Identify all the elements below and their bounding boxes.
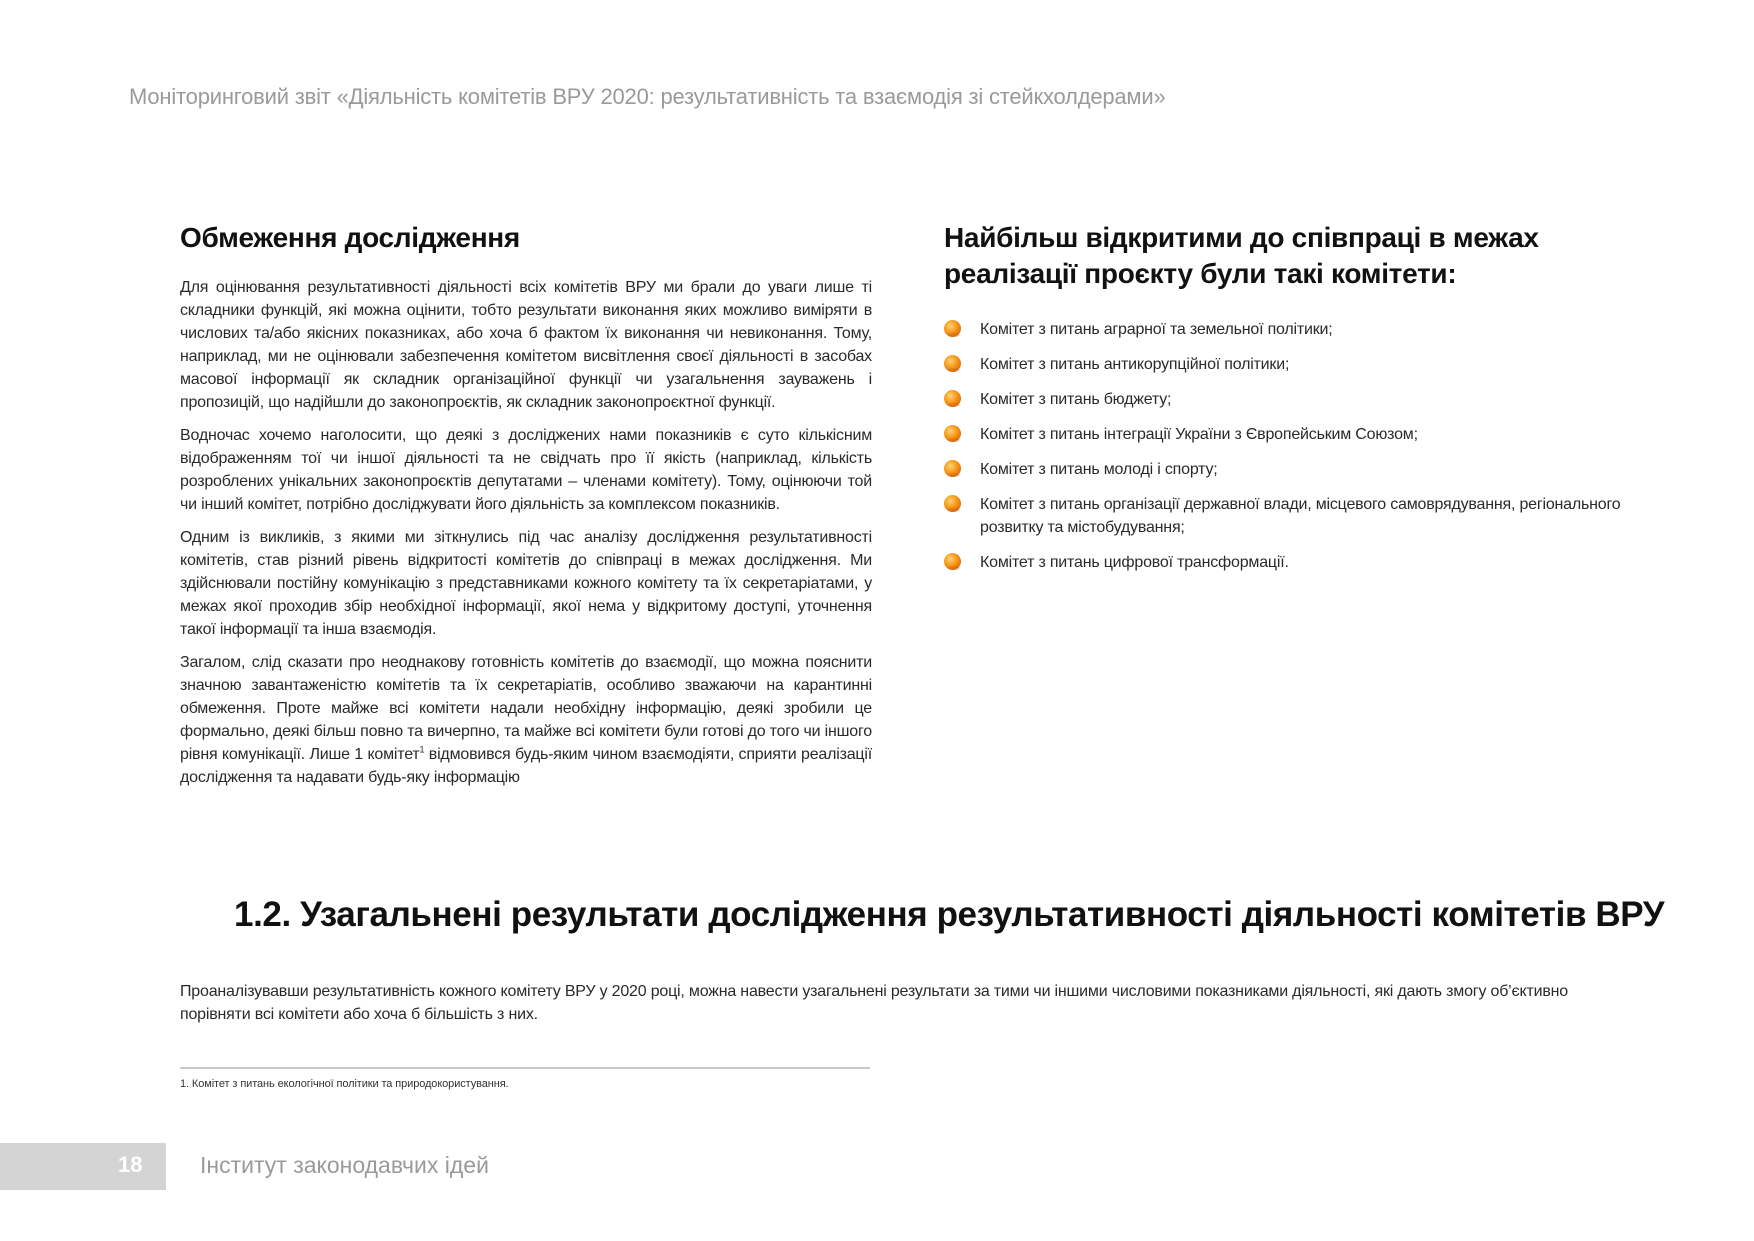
orange-bullet-icon (944, 425, 961, 442)
orange-bullet-icon (944, 355, 961, 372)
limitations-paragraph-1: Для оцінювання результативності діяльності всіх комітетів ВРУ ми брали до уваги лише ті складники функцій, які можна оцінити, тобто результати виконання яких можливо виміряти в числових та/або якісних показниках, або хоча б фактом їх виконання чи невиконання. Тому, наприклад, ми не оцінювали забезпечення комітетом висвітлення своєї діяльності в засобах масової інформації як складник організаційної функції чи узагальнення зауважень і пропозицій, що надійшли до законопроєктів, як складник законопроєктної функції. (180, 279, 872, 411)
open-committees-list (944, 318, 1644, 574)
chapter-paragraph: Проаналізувавши результативність кожного комітету ВРУ у 2020 році, можна навести узагальнені результати за тими чи іншими числовими показниками діяльності, які дають змогу об’єктивно порівняти всі комітети або хоча б більшість з них. (180, 983, 1568, 1023)
limitations-paragraph-4 (180, 651, 872, 789)
limitations-paragraph-4-tail: відмовився будь-яким чином взаємодіяти, сприяти реалізації дослідження та надавати будь-яку інформацію (180, 746, 872, 786)
list-item-text: Комітет з питань цифрової трансформації. (980, 554, 1289, 571)
open-committees-section (944, 220, 1644, 586)
footnote-mark[interactable]: 1 (419, 744, 425, 755)
open-committees-title: Найбільш відкритими до співпраці в межах реалізації проєкту були такі комітети: (944, 222, 1539, 289)
chapter-title: 1.2. Узагальнені результати дослідження результативності діяльності комітетів ВРУ (234, 895, 1665, 934)
orange-bullet-icon (944, 390, 961, 407)
list-item-text: Комітет з питань молоді і спорту; (980, 461, 1218, 478)
list-item (944, 353, 1644, 376)
list-item (944, 493, 1644, 539)
footer-organization: Інститут законодавчих ідей (200, 1152, 489, 1178)
list-item-text: Комітет з питань аграрної та земельної політики; (980, 321, 1333, 338)
list-item (944, 423, 1644, 446)
list-item (944, 458, 1644, 481)
limitations-paragraph-4-text: Загалом, слід сказати про неоднакову готовність комітетів до взаємодії, що можна пояснити значною завантаженістю комітетів та їх секретаріатів, особливо зважаючи на карантинні обмеження. Проте майже всі комітети надали необхідну інформацію, деякі зробили це формально, деякі більш повно та вичерпно, та майже всі комітети були готові до того чи іншого рівня комунікації. Лише 1 комітет (180, 654, 872, 763)
orange-bullet-icon (944, 320, 961, 337)
footnote-text: 1. Комітет з питань екологічної політики та природокористування. (180, 1078, 509, 1090)
orange-bullet-icon (944, 553, 961, 570)
list-item (944, 551, 1644, 574)
limitations-paragraph-2: Водночас хочемо наголосити, що деякі з досліджених нами показників є суто кількісним відображенням тої чи іншої діяльності та не свідчать про її якість (наприклад, кількість розроблених унікальних законопроєктів депутатами – членами комітету). Тому, оцінюючи той чи інший комітет, потрібно досліджувати його діяльність за комплексом показників. (180, 427, 872, 513)
running-header: Моніторинговий звіт «Діяльність комітетів ВРУ 2020: результативність та взаємодія зі стейкхолдерами» (129, 84, 1166, 109)
limitations-paragraph-3: Одним із викликів, з якими ми зіткнулись під час аналізу дослідження результативності комітетів, став різний рівень відкритості комітетів до співпраці в межах дослідження. Ми здійснювали постійну комунікацію з представниками кожного комітету та їх секретаріатами, у межах якої проходив збір необхідної інформації, якої нема у відкритому доступі, уточнення такої інформації та інша взаємодія. (180, 529, 872, 638)
limitations-section (180, 220, 872, 799)
list-item-text: Комітет з питань організації державної влади, місцевого самоврядування, регіонального розвитку та містобудування; (980, 496, 1621, 536)
list-item (944, 318, 1644, 341)
orange-bullet-icon (944, 460, 961, 477)
limitations-title: Обмеження дослідження (180, 222, 520, 253)
list-item-text: Комітет з питань антикорупційної політики; (980, 356, 1290, 373)
footnote-divider (180, 1067, 870, 1069)
page-number: 18 (118, 1152, 143, 1177)
list-item-text: Комітет з питань інтеграції України з Європейським Союзом; (980, 426, 1418, 443)
orange-bullet-icon (944, 495, 961, 512)
list-item-text: Комітет з питань бюджету; (980, 391, 1172, 408)
list-item (944, 388, 1644, 411)
